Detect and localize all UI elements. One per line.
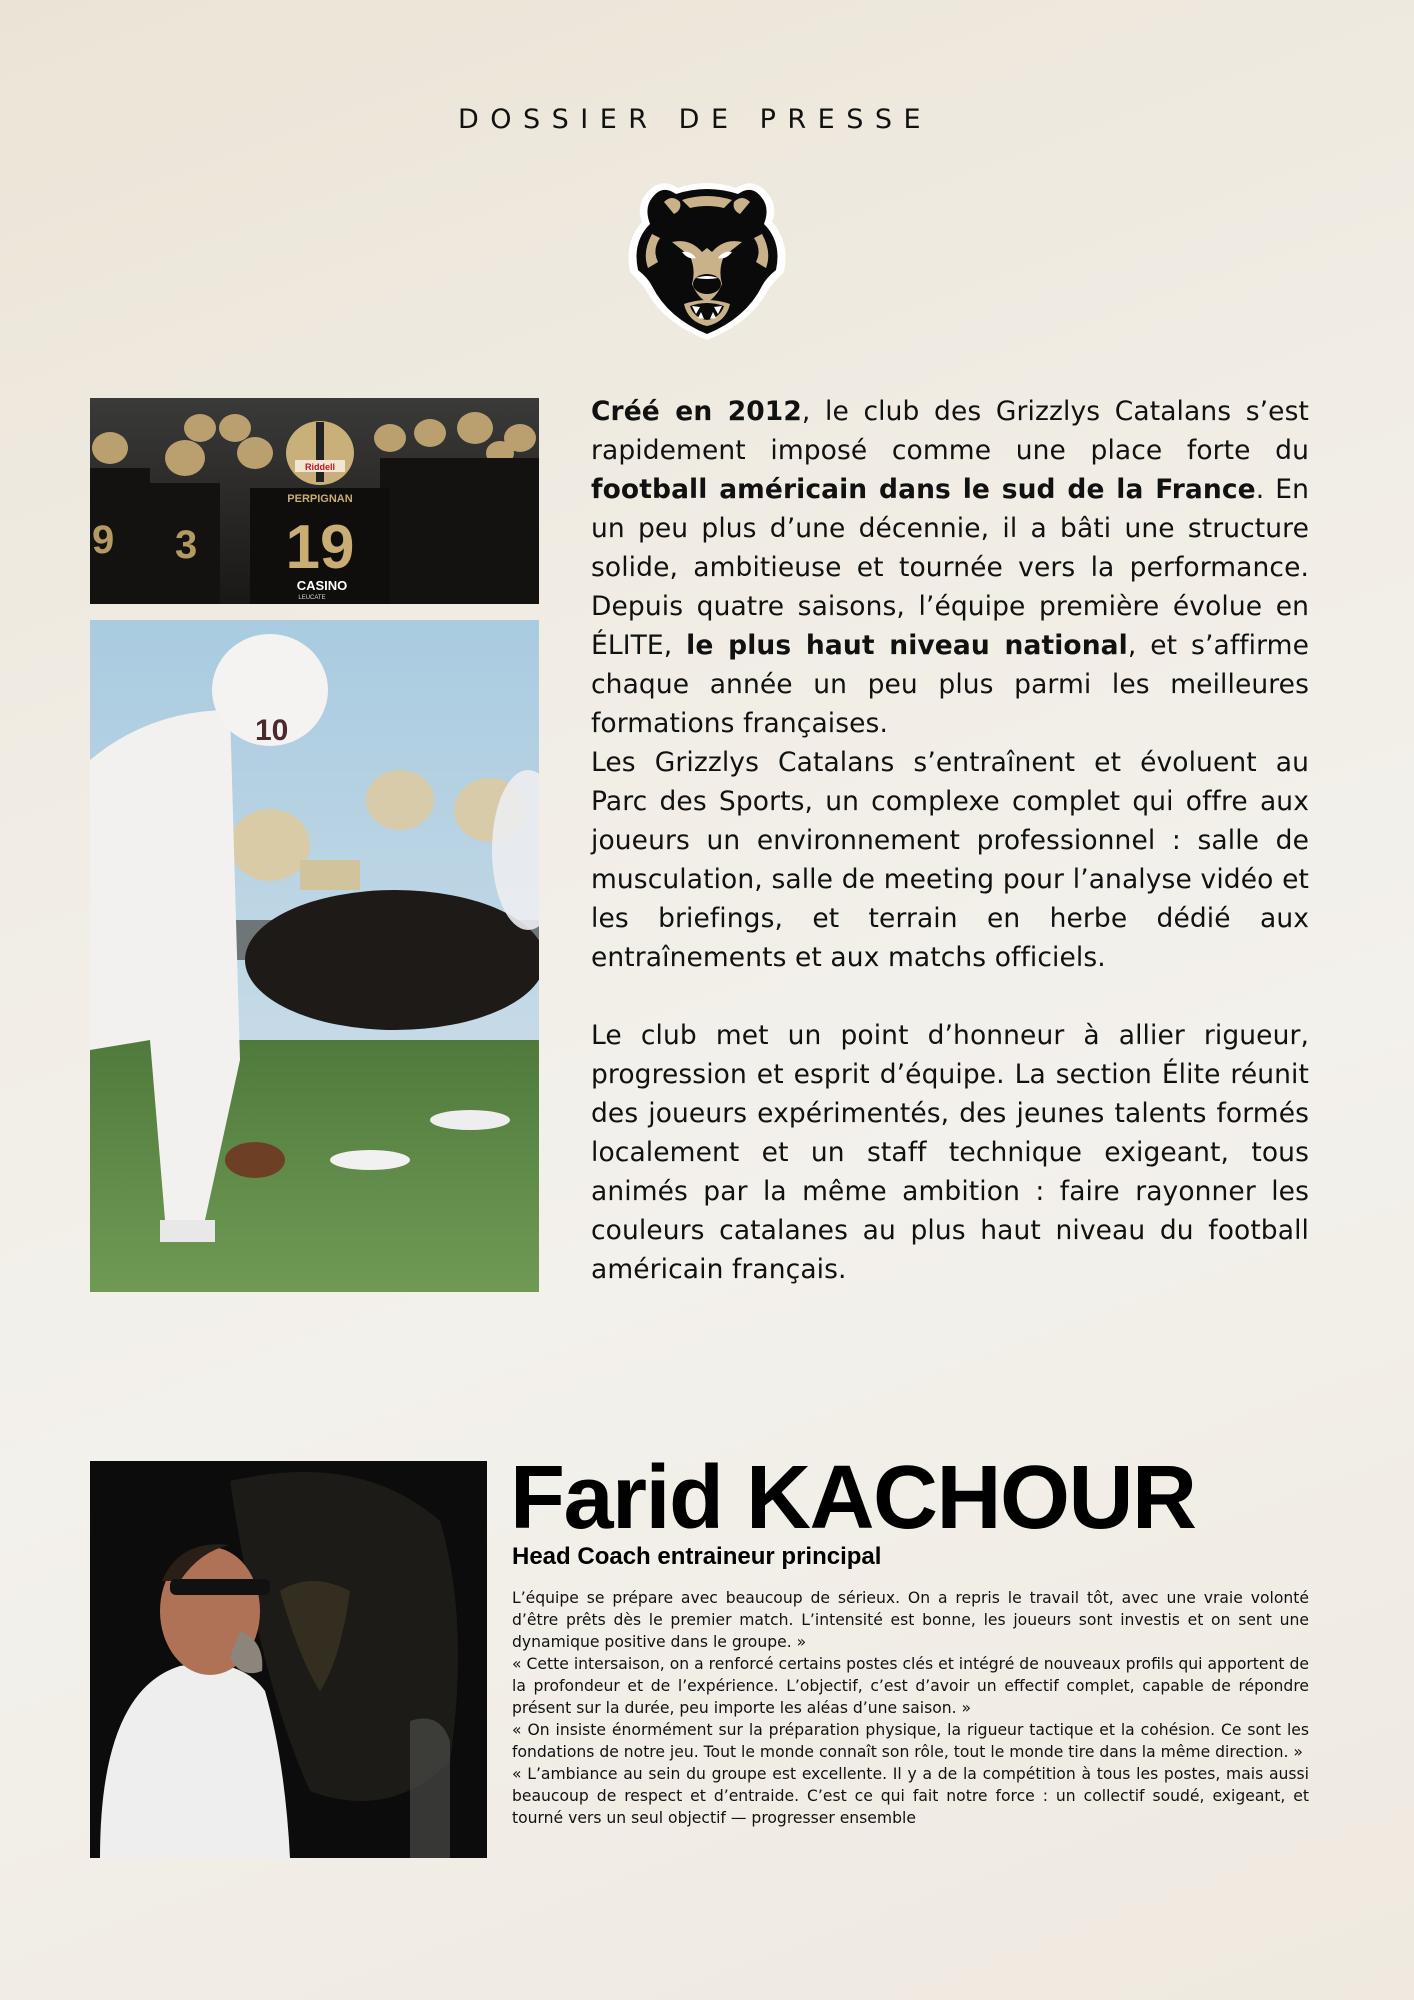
line-of-scrimmage-photo xyxy=(90,620,539,1292)
coach-quote: « On insiste énormément sur la préparation physique, la rigueur tactique et la cohésion. Ce sont les fondations de notre jeu. Tout le monde connaît son rôle, tout le monde tire dans la même direction. » xyxy=(512,1721,1309,1761)
svg-text:19: 19 xyxy=(285,513,355,582)
coach-name: Farid KACHOUR xyxy=(510,1448,1196,1548)
svg-text:LEUCATE: LEUCATE xyxy=(298,595,326,601)
document-kicker: DOSSIER DE PRESSE xyxy=(457,104,933,135)
svg-text:9: 9 xyxy=(92,518,115,562)
coach-quotes xyxy=(512,1587,1309,1829)
club-presentation xyxy=(591,392,1309,1289)
club-paragraph-history: Créé en 2012, le club des Grizzlys Catalans s’est rapidement imposé comme une place forte du football américain dans le sud de la France. En un peu plus d’une décennie, il a bâti une structure solide, ambitieuse et tournée vers la performance. Depuis quatre saisons, l’équipe première évolue en ÉLITE, le plus haut niveau national, et s’affirme chaque année un peu plus parmi les meilleures formations françaises. xyxy=(591,396,1309,739)
coach-quote: L’équipe se prépare avec beaucoup de sérieux. On a repris le travail tôt, avec une vraie volonté d’être prêts dès le premier match. L’intensité est bonne, les joueurs sont investis et on sent une dynamique positive dans le groupe. » xyxy=(512,1589,1309,1651)
svg-text:10: 10 xyxy=(255,714,289,747)
coach-role: Head Coach entraineur principal xyxy=(512,1543,882,1570)
svg-text:3: 3 xyxy=(175,523,198,567)
coach-quote: « L’ambiance au sein du groupe est excellente. Il y a de la compétition à tous les postes, mais aussi beaucoup de respect et d’entraide. C’est ce qui fait notre force : un collectif soudé, exigeant, et tourné vers un seul objectif — progresser ensemble xyxy=(512,1765,1309,1827)
svg-text:PERPIGNAN: PERPIGNAN xyxy=(287,493,353,505)
svg-text:Riddell: Riddell xyxy=(304,462,336,472)
grizzly-bear-logo-icon xyxy=(612,172,802,344)
club-paragraph-facilities: Les Grizzlys Catalans s’entraînent et évoluent au Parc des Sports, un complexe complet qui offre aux joueurs un environnement professionnel : salle de musculation, salle de meeting pour l’analyse vidéo et les briefings, et terrain en herbe dédié aux entraînements et aux matchs officiels. xyxy=(591,747,1309,973)
coach-quote: « Cette intersaison, on a renforcé certains postes clés et intégré de nouveaux profils qui apportent de la profondeur et de l’expérience. L’objectif, c’est d’avoir un effectif complet, capable de répondre présent sur la durée, peu importe les aléas d’une saison. » xyxy=(512,1655,1309,1717)
team-photo xyxy=(90,398,539,604)
club-paragraph-ambition: Le club met un point d’honneur à allier rigueur, progression et esprit d’équipe. La section Élite réunit des joueurs expérimentés, des jeunes talents formés localement et un staff technique exigeant, tous animés par la même ambition : faire rayonner les couleurs catalanes au plus haut niveau du football américain français. xyxy=(591,1020,1309,1285)
coach-portrait-photo xyxy=(90,1461,487,1858)
svg-text:CASINO: CASINO xyxy=(296,578,348,593)
